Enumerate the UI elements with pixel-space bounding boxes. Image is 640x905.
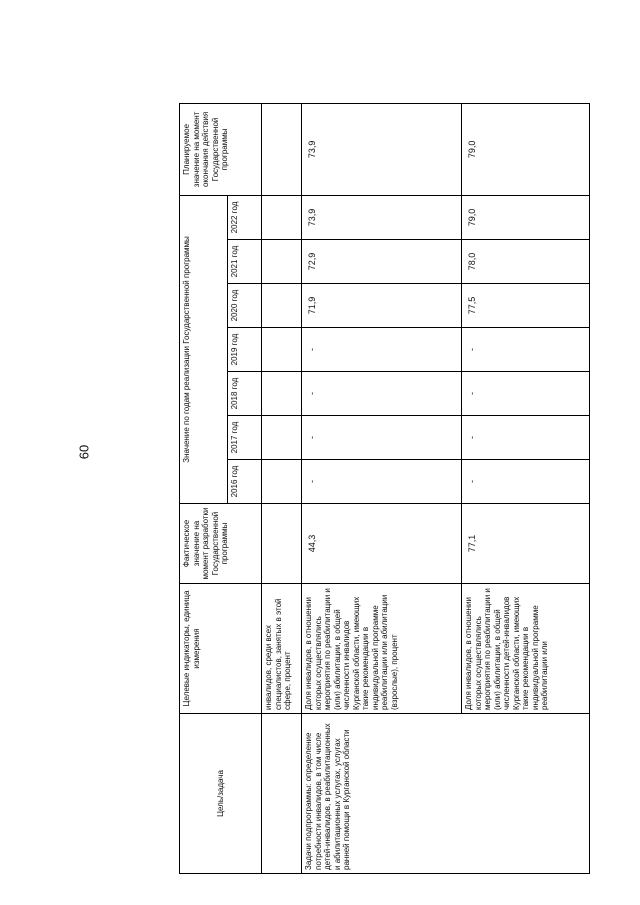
indicators-table <box>179 103 590 874</box>
value-cell: - <box>462 328 590 372</box>
header-by-years: Значение по годам реализации Государственной программы <box>180 195 228 503</box>
value-cell <box>262 195 302 239</box>
table-row <box>262 103 302 873</box>
header-actual: Фактическое значение на момент разработки Государственной программы <box>180 504 262 584</box>
rotated-table-container <box>179 104 589 874</box>
value-cell: - <box>302 328 462 372</box>
header-year: 2022 год <box>228 195 262 239</box>
planned-cell <box>262 103 302 195</box>
page-number: 60 <box>76 444 92 460</box>
value-cell: - <box>302 416 462 460</box>
value-cell: - <box>462 372 590 416</box>
value-cell <box>262 328 302 372</box>
value-cell: - <box>462 460 590 504</box>
value-cell <box>262 284 302 328</box>
value-cell <box>262 372 302 416</box>
value-cell <box>262 240 302 284</box>
value-cell: 72,9 <box>302 240 462 284</box>
value-cell: 77,5 <box>462 284 590 328</box>
value-cell: - <box>462 416 590 460</box>
header-year: 2021 год <box>228 240 262 284</box>
value-cell <box>262 416 302 460</box>
indicator-cell: Доля инвалидов, в отношении которых осуществлялись мероприятия по реабилитации и (или) абилитации, в общей численности детей-инвалидов Курганской области, имеющих такие рекомендации в индивидуальной программе реабилитации или <box>462 584 590 714</box>
actual-cell: 44,3 <box>302 504 462 584</box>
value-cell: - <box>302 372 462 416</box>
header-year: 2018 год <box>228 372 262 416</box>
value-cell: - <box>302 460 462 504</box>
goal-cell: Задачи подпрограммы: определение потребности инвалидов, в том числе детей-инвалидов, в реабилитационных и абилитационных услугах, услугах ранней помощи в Курганской области <box>302 714 590 874</box>
header-year: 2016 год <box>228 460 262 504</box>
value-cell: 79,0 <box>462 195 590 239</box>
value-cell <box>262 460 302 504</box>
header-planned: Планируемое значение на момент окончания действия Государственной программы <box>180 103 262 195</box>
table-row <box>302 103 462 873</box>
header-goal: Цель/задача <box>180 714 262 874</box>
value-cell: 71,9 <box>302 284 462 328</box>
indicator-cell: инвалидов, среди всех специалистов, занятых в этой сфере, процент <box>262 584 302 714</box>
header-indicators: Целевые индикаторы, единица измерения <box>180 584 262 714</box>
value-cell: 78,0 <box>462 240 590 284</box>
header-year: 2017 год <box>228 416 262 460</box>
actual-cell: 77,1 <box>462 504 590 584</box>
actual-cell <box>262 504 302 584</box>
header-year: 2020 год <box>228 284 262 328</box>
indicator-cell: Доля инвалидов, в отношении которых осуществлялись мероприятия по реабилитации и (или) абилитации, в общей численности инвалидов Курганской области, имеющих такие рекомендации в индивидуальной программе реабилитации или абилитации (взрослые), процент <box>302 584 462 714</box>
value-cell: 73,9 <box>302 195 462 239</box>
planned-cell: 73,9 <box>302 103 462 195</box>
header-year: 2019 год <box>228 328 262 372</box>
goal-cell <box>262 714 302 874</box>
planned-cell: 79,0 <box>462 103 590 195</box>
